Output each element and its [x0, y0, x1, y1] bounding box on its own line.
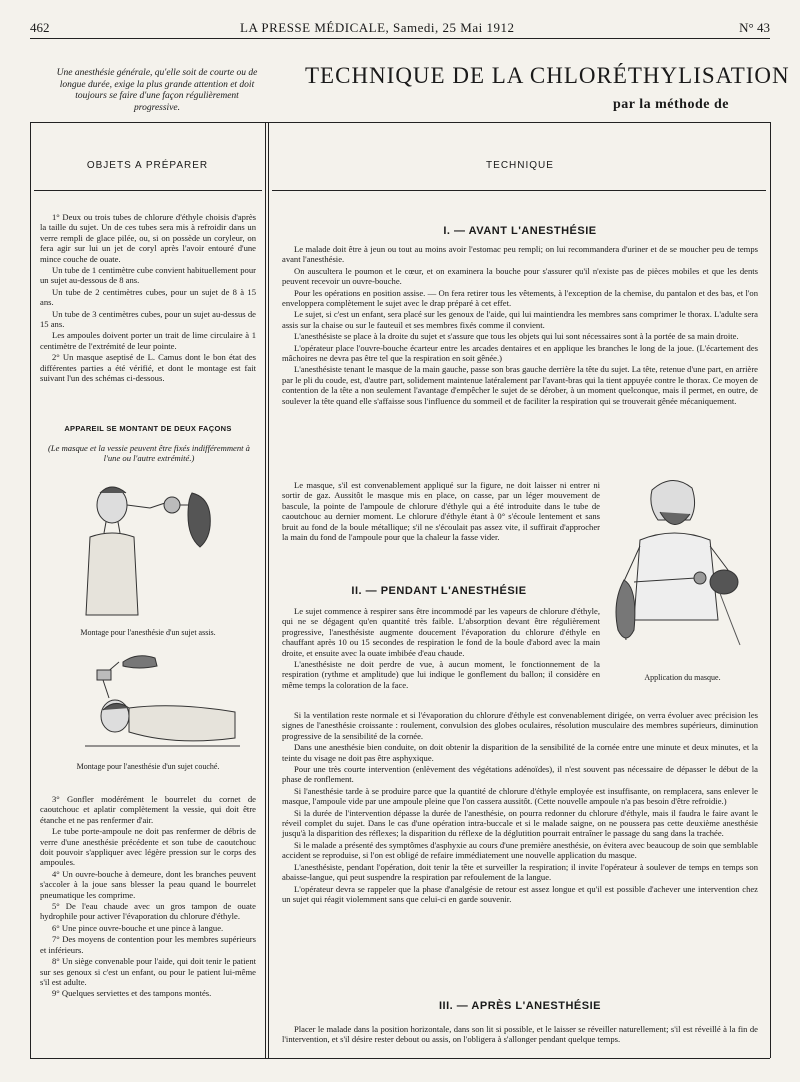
list-item: 6° Une pince ouvre-bouche et une pince à langue. [52, 922, 224, 933]
running-header [30, 20, 770, 40]
page-title: TECHNIQUE DE LA CHLORÉTHYLISATION [305, 63, 790, 88]
paragraph: Placer le malade dans la position horizontale, dans son lit si possible, et le laisser se réveiller naturellement; s'il est réveillé à la fin de l'intervention, et s'il désire rester debout ou assis, on l'obligera à s'allonger pendant quelque temps. [282, 1024, 758, 1045]
paragraph: Dans une anesthésie bien conduite, on doit obtenir la disparition de la sensibilité de la cornée entre une minute et deux minutes, et la teinte du visage ne doit pas être asphyxique. [282, 742, 758, 763]
list-item: Un tube de 3 centimètres cubes, pour un sujet au-dessus de 15 ans. [40, 308, 256, 330]
apparatus-note: (Le masque et la vessie peuvent être fixés indifféremment à l'une ou l'autre extrémité.) [48, 443, 250, 464]
list-item: Un tube de 2 centimètres cubes, pour un sujet de 8 à 15 ans. [40, 286, 256, 308]
apparatus-title: APPAREIL SE MONTANT DE DEUX FAÇONS [64, 424, 232, 433]
frame-bottom [30, 1058, 770, 1059]
list-item: 9° Quelques serviettes et des tampons montés. [52, 988, 212, 999]
section-during-text-wide [282, 710, 758, 905]
left-heading-rule [34, 190, 262, 191]
objects-list-part2 [40, 794, 256, 1000]
paragraph: L'anesthésiste ne doit perdre de vue, à aucun moment, le fonctionnement de la respiration (rythme et amplitude) que lui indique le gonflement du ballon; il considère en même temps la coloration de la face. [282, 659, 600, 690]
column-divider-inner [268, 122, 269, 1058]
paragraph: L'opérateur devra se rappeler que la phase d'analgésie de retour est assez longue et qu'il est possible d'achever une intervention chez un sujet qui réagit violemment sans que celui-ci en garde souvenir. [282, 883, 758, 904]
epigraph: Une anesthésie générale, qu'elle soit de courte ou de longue durée, exige la plus grande attention et doit toujours se faire d'une façon régulièrement progressive. [56, 68, 258, 113]
frame-right [770, 122, 771, 1058]
paragraph: Si le malade a présenté des symptômes d'asphyxie au cours d'une première anesthésie, on évitera avec beaucoup de soin que semblable accident se reproduise, si l'on est obligé de refaire immédiatement une nouvelle application du masque. [282, 839, 758, 861]
page-subtitle: par la méthode de [613, 97, 729, 112]
right-heading-rule [272, 190, 766, 191]
section-heading-after: III. — APRÈS L'ANESTHÉSIE [438, 1000, 601, 1012]
objects-list-part1 [40, 212, 256, 385]
list-item: Les ampoules doivent porter un trait de lime circulaire à 1 centimètre de l'extrémité de leur pointe. [40, 330, 256, 351]
list-item: 4° Un ouvre-bouche à demeure, dont les branches peuvent s'accoler à la joue sans blesser la peau quand le bourrelet pneumatique les comprime. [40, 868, 256, 900]
figure-caption: Application du masque. [644, 673, 721, 682]
caption-seated: Montage pour l'anesthésie d'un sujet assis. [80, 628, 216, 637]
paragraph: Le sujet, si c'est un enfant, sera placé sur les genoux de l'aide, qui lui maintiendra les membres sans comprimer le thorax. L'adulte sera assis sur la chaise ou sur le fauteuil et ses membres fixés comme il convient. [282, 309, 758, 330]
paragraph: Si la ventilation reste normale et si l'évaporation du chlorure d'éthyle est convenablement dirigée, on verra évoluer avec précision les signes de l'anesthésie croissante : roulement, convulsion des globes oculaires, résolution musculaire des membres supérieurs, diminution progressive de la sensibilité de la cornée. [282, 710, 758, 741]
left-column-heading: OBJETS A PRÉPARER [86, 160, 209, 171]
paragraph: L'anesthésiste tenant le masque de la main gauche, passe son bras gauche derrière la tête du sujet. La tête, retenue d'une part, en arrière par le pli du coude, est, d'autre part, solidement maintenue latéralement par l'avant-bras qui la tient appuyée contre le thorax. Ce moyen de contention de la tête a non seulement l'avantage d'empêcher le sujet de se dérober, à un moment quelconque, mais il permet, en outre, de soulever la tête quand elle s'affaisse sous l'influence du sommeil et de faciliter la respiration qui se trouverait gênée mécaniquement. [282, 364, 758, 406]
paragraph: Si la durée de l'intervention dépasse la durée de l'anesthésie, on pourra redonner du chlorure d'éthyle, mais il faudra le faire avant le réveil complet du sujet. Dans le cas d'une opération intra-buccale et si le malade saigne, on ne poussera pas cette deuxième anesthésie jusqu'à la disparition des réflexes; la disparition du réflexe de la déglutition pourrait entraîner le passage du sang dans la trachée. [282, 807, 758, 839]
paragraph: Si l'anesthésie tarde à se produire parce que la quantité de chlorure d'éthyle employée est insuffisante, on remplacera, sans enlever le masque, l'ampoule vide par une ampoule pleine que l'on cassera aussitôt. (Cette nouvelle ampoule n'a pas besoin d'être refroidie.) [282, 785, 758, 807]
paragraph: Pour une très courte intervention (enlèvement des végétations adénoïdes), il n'est souvent pas nécessaire de dépasser le début de la phase de ronflement. [282, 764, 758, 785]
figure-mask-application [600, 470, 765, 670]
list-item: 3° Gonfler modérément le bourrelet du cornet de caoutchouc et aplatir complètement la vessie, qui doit être étanche et ne pas renfermer d'air. [40, 794, 256, 825]
list-item: 7° Des moyens de contention pour les membres supérieurs et inférieurs. [40, 934, 256, 955]
section-heading-before: I. — AVANT L'ANESTHÉSIE [443, 225, 597, 237]
paragraph: Le masque, s'il est convenablement appliqué sur la figure, ne doit laisser ni entrer ni sortir de gaz. Aussitôt le masque mis en place, on casse, par un léger mouvement de bascule, la pointe de l'ampoule de chlorure d'éthyle qui a été introduite dans le tube de caoutchouc au dernier moment. Le chlorure d'éthyle étant à 0° s'écoule lentement et sans bruit au fond de la boule métallique; s'il ne s'écoulait pas assez vite, il suffirait d'approcher la main du fond de l'ampoule pour que la chaleur la fasse vider. [282, 480, 600, 543]
paragraph: L'anesthésiste, pendant l'opération, doit tenir la tête et surveiller la respiration; il invite l'opérateur à soulever de temps en temps son abaisse-langue, qui peut suspendre la respiration par refoulement de la langue. [282, 861, 758, 883]
section-before-text [282, 244, 758, 407]
figure-lying-subject [75, 650, 245, 755]
paragraph: Le sujet commence à respirer sans être incommodé par les vapeurs de chlorure d'éthyle, qui ne se dégagent qu'en quantité très faible. L'absorption devant être régulièrement progressive, l'anesthésiste augmente doucement l'évaporation du chlorure d'éthyle en chauffant après 10 ou 15 secondes de respiration le fond de la boule d'abord avec la main droite, et ensuite avec la ouate imbibée d'eau chaude. [282, 606, 600, 658]
section-before-mask-text [282, 480, 600, 543]
issue-number: N° 43 [739, 20, 770, 35]
list-item: 8° Un siège convenable pour l'aide, qui doit tenir le patient sur ses genoux si c'est un enfant, ou pour le patient lui-même s'il est adulte. [40, 956, 256, 987]
list-item: 5° De l'eau chaude avec un gros tampon de ouate hydrophile pour activer l'évaporation du chlorure d'éthyle. [40, 901, 256, 922]
caption-lying: Montage pour l'anesthésie d'un sujet couché. [76, 762, 220, 771]
list-item: 2° Un masque aseptisé de L. Camus dont le bon état des différentes parties a été vérifié, et dont le montage est fait suivant l'un des schémas ci-dessous. [40, 352, 256, 384]
list-item: Un tube de 1 centimètre cube convient habituellement pour un sujet au-dessous de 8 ans. [40, 265, 256, 286]
paragraph: Le malade doit être à jeun ou tout au moins avoir l'estomac peu rempli; on lui recommandera d'uriner et de se moucher peu de temps avant l'anesthésie. [282, 244, 758, 265]
paragraph: L'anesthésiste se place à la droite du sujet et s'assure que tous les objets qui lui sont nécessaires sont à la portée de sa main droite. [294, 331, 739, 342]
right-column-heading: TECHNIQUE [486, 160, 554, 171]
frame-top [30, 122, 770, 123]
page-number: 462 [30, 20, 50, 35]
journal-line: LA PRESSE MÉDICALE, Samedi, 25 Mai 1912 [240, 20, 515, 35]
column-divider [265, 122, 266, 1058]
section-after-text [282, 1024, 758, 1046]
list-item: 1° Deux ou trois tubes de chlorure d'éthyle choisis d'après la taille du sujet. Un de ces tubes sera mis à refroidir dans un verre rempli de glace pilée, ou, si on possède un coryleur, on fera agir sur lui un jet de coryl après l'avoir entouré d'une mince couche de ouate. [40, 212, 256, 264]
paragraph: Pour les opérations en position assise. — On fera retirer tous les vêtements, à l'exception de la chemise, du pantalon et des bas, et l'on enveloppera complètement le sujet avec le drap préparé à cet effet. [282, 287, 758, 309]
header-rule [30, 38, 770, 39]
figure-seated-subject [60, 475, 240, 620]
section-during-text-narrow [282, 606, 600, 691]
frame-left [30, 122, 31, 1058]
paragraph: On auscultera le poumon et le cœur, et on examinera la bouche pour s'assurer qu'il n'existe pas de pièces mobiles et que les dents peuvent recevoir un ouvre-bouche. [282, 265, 758, 287]
section-heading-during: II. — PENDANT L'ANESTHÉSIE [351, 585, 527, 597]
paragraph: L'opérateur place l'ouvre-bouche écarteur entre les arcades dentaires et en applique les branches le long de la joue. (L'écartement des mâchoires ne devra pas être tel que la respiration en soit gênée.) [282, 342, 758, 364]
list-item: Le tube porte-ampoule ne doit pas renfermer de débris de verre d'une anesthésie précédente et son tube de caoutchouc doit pouvoir s'appliquer avec légère pression sur le corps des ampoules. [40, 826, 256, 868]
